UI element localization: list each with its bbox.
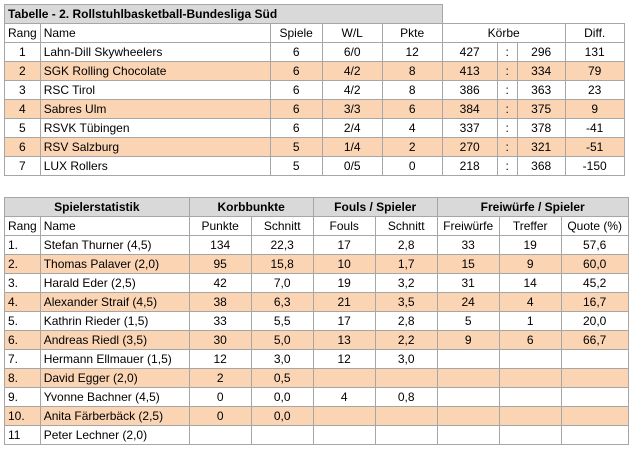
table-row [5,43,625,62]
header-games: Spiele [270,24,322,43]
fouls-cell: 4 [313,388,375,407]
team-name-cell: Sabres Ulm [40,100,270,119]
rank-cell: 7 [5,157,41,176]
points-cell: 42 [189,274,251,293]
table-row [5,274,629,293]
player-stats-header [5,217,629,236]
header-baskets: Körbe [442,24,565,43]
quote-cell: 45,2 [561,274,628,293]
free-throws-cell: 31 [437,274,499,293]
rank-cell: 9. [5,388,41,407]
diff-cell: 9 [565,100,624,119]
player-name-cell: Hermann Ellmauer (1,5) [40,350,189,369]
header-quote: Quote (%) [561,217,628,236]
baskets-separator: : [497,81,517,100]
points-cell: 6 [382,100,442,119]
quote-cell [561,350,628,369]
diff-cell: 131 [565,43,624,62]
header-fouls: Fouls [313,217,375,236]
player-name-cell: Andreas Riedl (3,5) [40,331,189,350]
table-row [5,62,625,81]
header-hits: Treffer [499,217,561,236]
player-stats-group-header [5,198,629,217]
header-free-throws: Freiwürfe [437,217,499,236]
group-stats: Spielerstatistik [5,198,190,217]
header-rank: Rang [5,217,41,236]
header-rank: Rang [5,24,41,43]
points-cell: 4 [382,119,442,138]
player-name-cell: David Egger (2,0) [40,369,189,388]
free-throws-cell [437,388,499,407]
baskets-for-cell: 270 [442,138,497,157]
player-stats-table [4,197,629,445]
hits-cell: 19 [499,236,561,255]
diff-cell: 79 [565,62,624,81]
group-fouls: Fouls / Spieler [313,198,437,217]
team-name-cell: RSC Tirol [40,81,270,100]
free-throws-cell: 5 [437,312,499,331]
table-row [5,350,629,369]
games-cell: 6 [270,62,322,81]
rank-cell: 1. [5,236,41,255]
baskets-separator: : [497,62,517,81]
rank-cell: 3. [5,274,41,293]
points-cell [189,426,251,445]
points-cell: 2 [189,369,251,388]
free-throws-cell: 33 [437,236,499,255]
avg-cell: 3,0 [251,350,313,369]
baskets-separator: : [497,119,517,138]
baskets-against-cell: 321 [517,138,565,157]
quote-cell: 60,0 [561,255,628,274]
fouls-avg-cell: 2,2 [375,331,437,350]
hits-cell [499,350,561,369]
avg-cell: 0,0 [251,388,313,407]
points-cell: 95 [189,255,251,274]
games-cell: 6 [270,43,322,62]
hits-cell: 1 [499,312,561,331]
free-throws-cell: 15 [437,255,499,274]
fouls-cell: 12 [313,350,375,369]
hits-cell [499,426,561,445]
diff-cell: -41 [565,119,624,138]
fouls-cell [313,407,375,426]
free-throws-cell [437,407,499,426]
wl-cell: 4/2 [322,81,382,100]
baskets-separator: : [497,157,517,176]
fouls-avg-cell: 0,8 [375,388,437,407]
diff-cell: 23 [565,81,624,100]
rank-cell: 6 [5,138,41,157]
rank-cell: 3 [5,81,41,100]
points-cell: 8 [382,62,442,81]
table-row [5,81,625,100]
quote-cell: 66,7 [561,331,628,350]
baskets-for-cell: 218 [442,157,497,176]
fouls-cell [313,426,375,445]
quote-cell [561,388,628,407]
table-row [5,369,629,388]
points-cell: 2 [382,138,442,157]
hits-cell: 4 [499,293,561,312]
games-cell: 6 [270,119,322,138]
header-name: Name [40,24,270,43]
points-cell: 134 [189,236,251,255]
quote-cell [561,426,628,445]
player-name-cell: Anita Färberbäck (2,5) [40,407,189,426]
player-name-cell: Kathrin Rieder (1,5) [40,312,189,331]
fouls-avg-cell: 3,2 [375,274,437,293]
baskets-against-cell: 363 [517,81,565,100]
hits-cell [499,388,561,407]
league-table [4,4,625,176]
baskets-against-cell: 334 [517,62,565,81]
games-cell: 6 [270,100,322,119]
group-basket-points: Korbbunkte [189,198,313,217]
baskets-against-cell: 378 [517,119,565,138]
fouls-avg-cell [375,407,437,426]
hits-cell [499,369,561,388]
table-row [5,426,629,445]
rank-cell: 2. [5,255,41,274]
wl-cell: 3/3 [322,100,382,119]
diff-cell: -51 [565,138,624,157]
quote-cell: 57,6 [561,236,628,255]
team-name-cell: RSV Salzburg [40,138,270,157]
fouls-cell: 21 [313,293,375,312]
rank-cell: 10. [5,407,41,426]
fouls-cell: 17 [313,312,375,331]
table-row [5,236,629,255]
points-cell: 38 [189,293,251,312]
table-row [5,119,625,138]
free-throws-cell: 9 [437,331,499,350]
baskets-against-cell: 296 [517,43,565,62]
avg-cell: 15,8 [251,255,313,274]
baskets-for-cell: 427 [442,43,497,62]
header-wl: W/L [322,24,382,43]
table-row [5,388,629,407]
rank-cell: 2 [5,62,41,81]
player-name-cell: Stefan Thurner (4,5) [40,236,189,255]
avg-cell: 6,3 [251,293,313,312]
points-cell: 33 [189,312,251,331]
fouls-avg-cell: 3,0 [375,350,437,369]
header-diff: Diff. [565,24,624,43]
games-cell: 6 [270,81,322,100]
avg-cell: 5,0 [251,331,313,350]
baskets-for-cell: 337 [442,119,497,138]
baskets-for-cell: 386 [442,81,497,100]
points-cell: 8 [382,81,442,100]
team-name-cell: SGK Rolling Chocolate [40,62,270,81]
baskets-separator: : [497,43,517,62]
fouls-avg-cell: 2,8 [375,236,437,255]
rank-cell: 5 [5,119,41,138]
rank-cell: 5. [5,312,41,331]
points-cell: 0 [189,407,251,426]
wl-cell: 1/4 [322,138,382,157]
table-row [5,255,629,274]
baskets-for-cell: 413 [442,62,497,81]
diff-cell: -150 [565,157,624,176]
points-cell: 30 [189,331,251,350]
free-throws-cell [437,426,499,445]
fouls-avg-cell [375,426,437,445]
header-points: Pkte [382,24,442,43]
player-name-cell: Harald Eder (2,5) [40,274,189,293]
free-throws-cell: 24 [437,293,499,312]
league-table-title: Tabelle - 2. Rollstuhlbasketball-Bundesliga Süd [5,5,443,24]
rank-cell: 7. [5,350,41,369]
header-points: Punkte [189,217,251,236]
points-cell: 12 [382,43,442,62]
avg-cell: 0,5 [251,369,313,388]
rank-cell: 8. [5,369,41,388]
table-row [5,312,629,331]
quote-cell: 16,7 [561,293,628,312]
hits-cell: 9 [499,255,561,274]
wl-cell: 6/0 [322,43,382,62]
fouls-avg-cell: 2,8 [375,312,437,331]
fouls-cell [313,369,375,388]
baskets-against-cell: 368 [517,157,565,176]
baskets-separator: : [497,138,517,157]
free-throws-cell [437,369,499,388]
team-name-cell: Lahn-Dill Skywheelers [40,43,270,62]
hits-cell: 14 [499,274,561,293]
table-row [5,407,629,426]
player-name-cell: Yvonne Bachner (4,5) [40,388,189,407]
wl-cell: 0/5 [322,157,382,176]
table-row [5,331,629,350]
player-name-cell: Thomas Palaver (2,0) [40,255,189,274]
fouls-cell: 17 [313,236,375,255]
player-name-cell: Alexander Straif (4,5) [40,293,189,312]
avg-cell: 5,5 [251,312,313,331]
points-cell: 12 [189,350,251,369]
baskets-separator: : [497,100,517,119]
points-cell: 0 [382,157,442,176]
group-free-throws: Freiwürfe / Spieler [437,198,628,217]
team-name-cell: LUX Rollers [40,157,270,176]
avg-cell: 7,0 [251,274,313,293]
fouls-avg-cell: 1,7 [375,255,437,274]
table-row [5,293,629,312]
points-cell: 0 [189,388,251,407]
quote-cell [561,369,628,388]
fouls-cell: 13 [313,331,375,350]
fouls-avg-cell [375,369,437,388]
league-table-header [5,24,625,43]
wl-cell: 4/2 [322,62,382,81]
fouls-avg-cell: 3,5 [375,293,437,312]
player-name-cell: Peter Lechner (2,0) [40,426,189,445]
table-row [5,157,625,176]
baskets-for-cell: 384 [442,100,497,119]
header-avg: Schnitt [251,217,313,236]
rank-cell: 6. [5,331,41,350]
rank-cell: 11 [5,426,41,445]
avg-cell: 22,3 [251,236,313,255]
games-cell: 5 [270,138,322,157]
rank-cell: 1 [5,43,41,62]
avg-cell: 0,0 [251,407,313,426]
header-fouls-avg: Schnitt [375,217,437,236]
avg-cell [251,426,313,445]
team-name-cell: RSVK Tübingen [40,119,270,138]
quote-cell: 20,0 [561,312,628,331]
hits-cell: 6 [499,331,561,350]
hits-cell [499,407,561,426]
fouls-cell: 10 [313,255,375,274]
free-throws-cell [437,350,499,369]
rank-cell: 4 [5,100,41,119]
table-row [5,100,625,119]
games-cell: 5 [270,157,322,176]
table-row [5,138,625,157]
rank-cell: 4. [5,293,41,312]
fouls-cell: 19 [313,274,375,293]
baskets-against-cell: 375 [517,100,565,119]
wl-cell: 2/4 [322,119,382,138]
quote-cell [561,407,628,426]
header-name: Name [40,217,189,236]
